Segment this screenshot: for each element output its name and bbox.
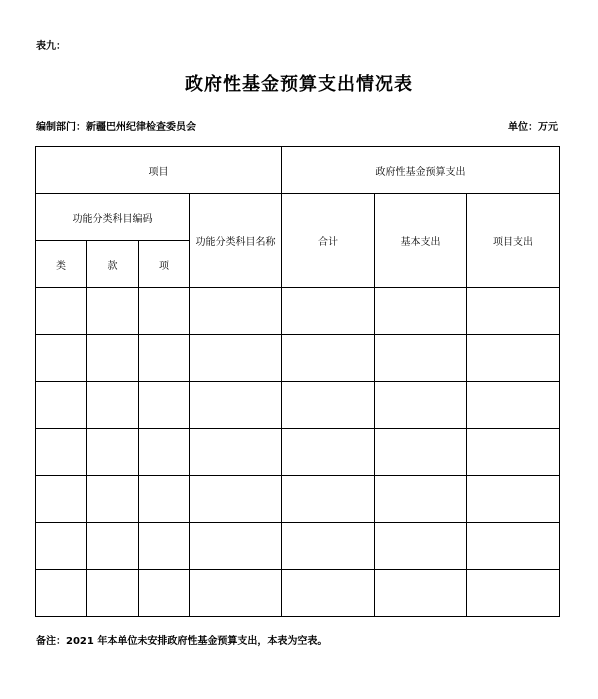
header-basic: 基本支出 bbox=[375, 194, 467, 288]
header-kuan: 款 bbox=[87, 241, 139, 288]
table-cell bbox=[87, 429, 139, 476]
table-cell bbox=[467, 570, 560, 617]
table-cell bbox=[282, 570, 375, 617]
table-row bbox=[36, 476, 560, 523]
table-cell bbox=[467, 335, 560, 382]
table-cell bbox=[36, 476, 87, 523]
table-cell bbox=[190, 382, 282, 429]
table-cell bbox=[87, 570, 139, 617]
header-func-code: 功能分类科目编码 bbox=[36, 194, 190, 241]
header-row-1 bbox=[36, 147, 560, 194]
table-cell bbox=[282, 429, 375, 476]
table-cell bbox=[87, 523, 139, 570]
header-func-name: 功能分类科目名称 bbox=[190, 194, 282, 288]
table-cell bbox=[467, 288, 560, 335]
table-cell bbox=[87, 476, 139, 523]
table-cell bbox=[282, 335, 375, 382]
table-cell bbox=[139, 570, 190, 617]
table-row bbox=[36, 335, 560, 382]
table-cell bbox=[139, 288, 190, 335]
table-cell bbox=[190, 523, 282, 570]
table-cell bbox=[282, 523, 375, 570]
table-cell bbox=[190, 288, 282, 335]
budget-table bbox=[35, 146, 560, 617]
table-row bbox=[36, 382, 560, 429]
prepared-by-label: 编制部门：新疆巴州纪律检查委员会 bbox=[36, 122, 196, 133]
table-cell bbox=[467, 476, 560, 523]
table-cell bbox=[282, 382, 375, 429]
table-cell bbox=[36, 570, 87, 617]
header-xiang: 项 bbox=[139, 241, 190, 288]
header-project: 项目支出 bbox=[467, 194, 560, 288]
table-cell bbox=[467, 523, 560, 570]
table-cell bbox=[139, 523, 190, 570]
table-cell bbox=[139, 335, 190, 382]
table-cell bbox=[139, 382, 190, 429]
footnote: 备注：2021 年本单位未安排政府性基金预算支出，本表为空表。 bbox=[36, 636, 328, 647]
table-cell bbox=[139, 476, 190, 523]
table-row bbox=[36, 288, 560, 335]
table-cell bbox=[190, 429, 282, 476]
table-row bbox=[36, 570, 560, 617]
table-cell bbox=[375, 523, 467, 570]
table-cell bbox=[36, 288, 87, 335]
unit-label: 单位：万元 bbox=[508, 122, 558, 133]
table-cell bbox=[190, 476, 282, 523]
table-cell bbox=[87, 382, 139, 429]
table-cell bbox=[375, 382, 467, 429]
table-cell bbox=[190, 335, 282, 382]
table-cell bbox=[36, 335, 87, 382]
table-cell bbox=[87, 288, 139, 335]
table-cell bbox=[282, 288, 375, 335]
table-row bbox=[36, 429, 560, 476]
table-cell bbox=[375, 335, 467, 382]
table-cell bbox=[375, 570, 467, 617]
table-cell bbox=[467, 382, 560, 429]
header-row-2 bbox=[36, 194, 560, 241]
page-title: 政府性基金预算支出情况表 bbox=[185, 74, 413, 95]
table-cell bbox=[190, 570, 282, 617]
table-cell bbox=[375, 288, 467, 335]
table-cell bbox=[36, 523, 87, 570]
header-lei: 类 bbox=[36, 241, 87, 288]
table-cell bbox=[36, 429, 87, 476]
table-number-label: 表九： bbox=[36, 41, 66, 52]
header-expenditure-group: 政府性基金预算支出 bbox=[282, 147, 560, 194]
table-cell bbox=[87, 335, 139, 382]
table-cell bbox=[139, 429, 190, 476]
table-row bbox=[36, 523, 560, 570]
table-cell bbox=[375, 429, 467, 476]
header-item: 项目 bbox=[36, 147, 282, 194]
table-cell bbox=[467, 429, 560, 476]
header-total: 合计 bbox=[282, 194, 375, 288]
table-cell bbox=[282, 476, 375, 523]
table-cell bbox=[375, 476, 467, 523]
table-cell bbox=[36, 382, 87, 429]
